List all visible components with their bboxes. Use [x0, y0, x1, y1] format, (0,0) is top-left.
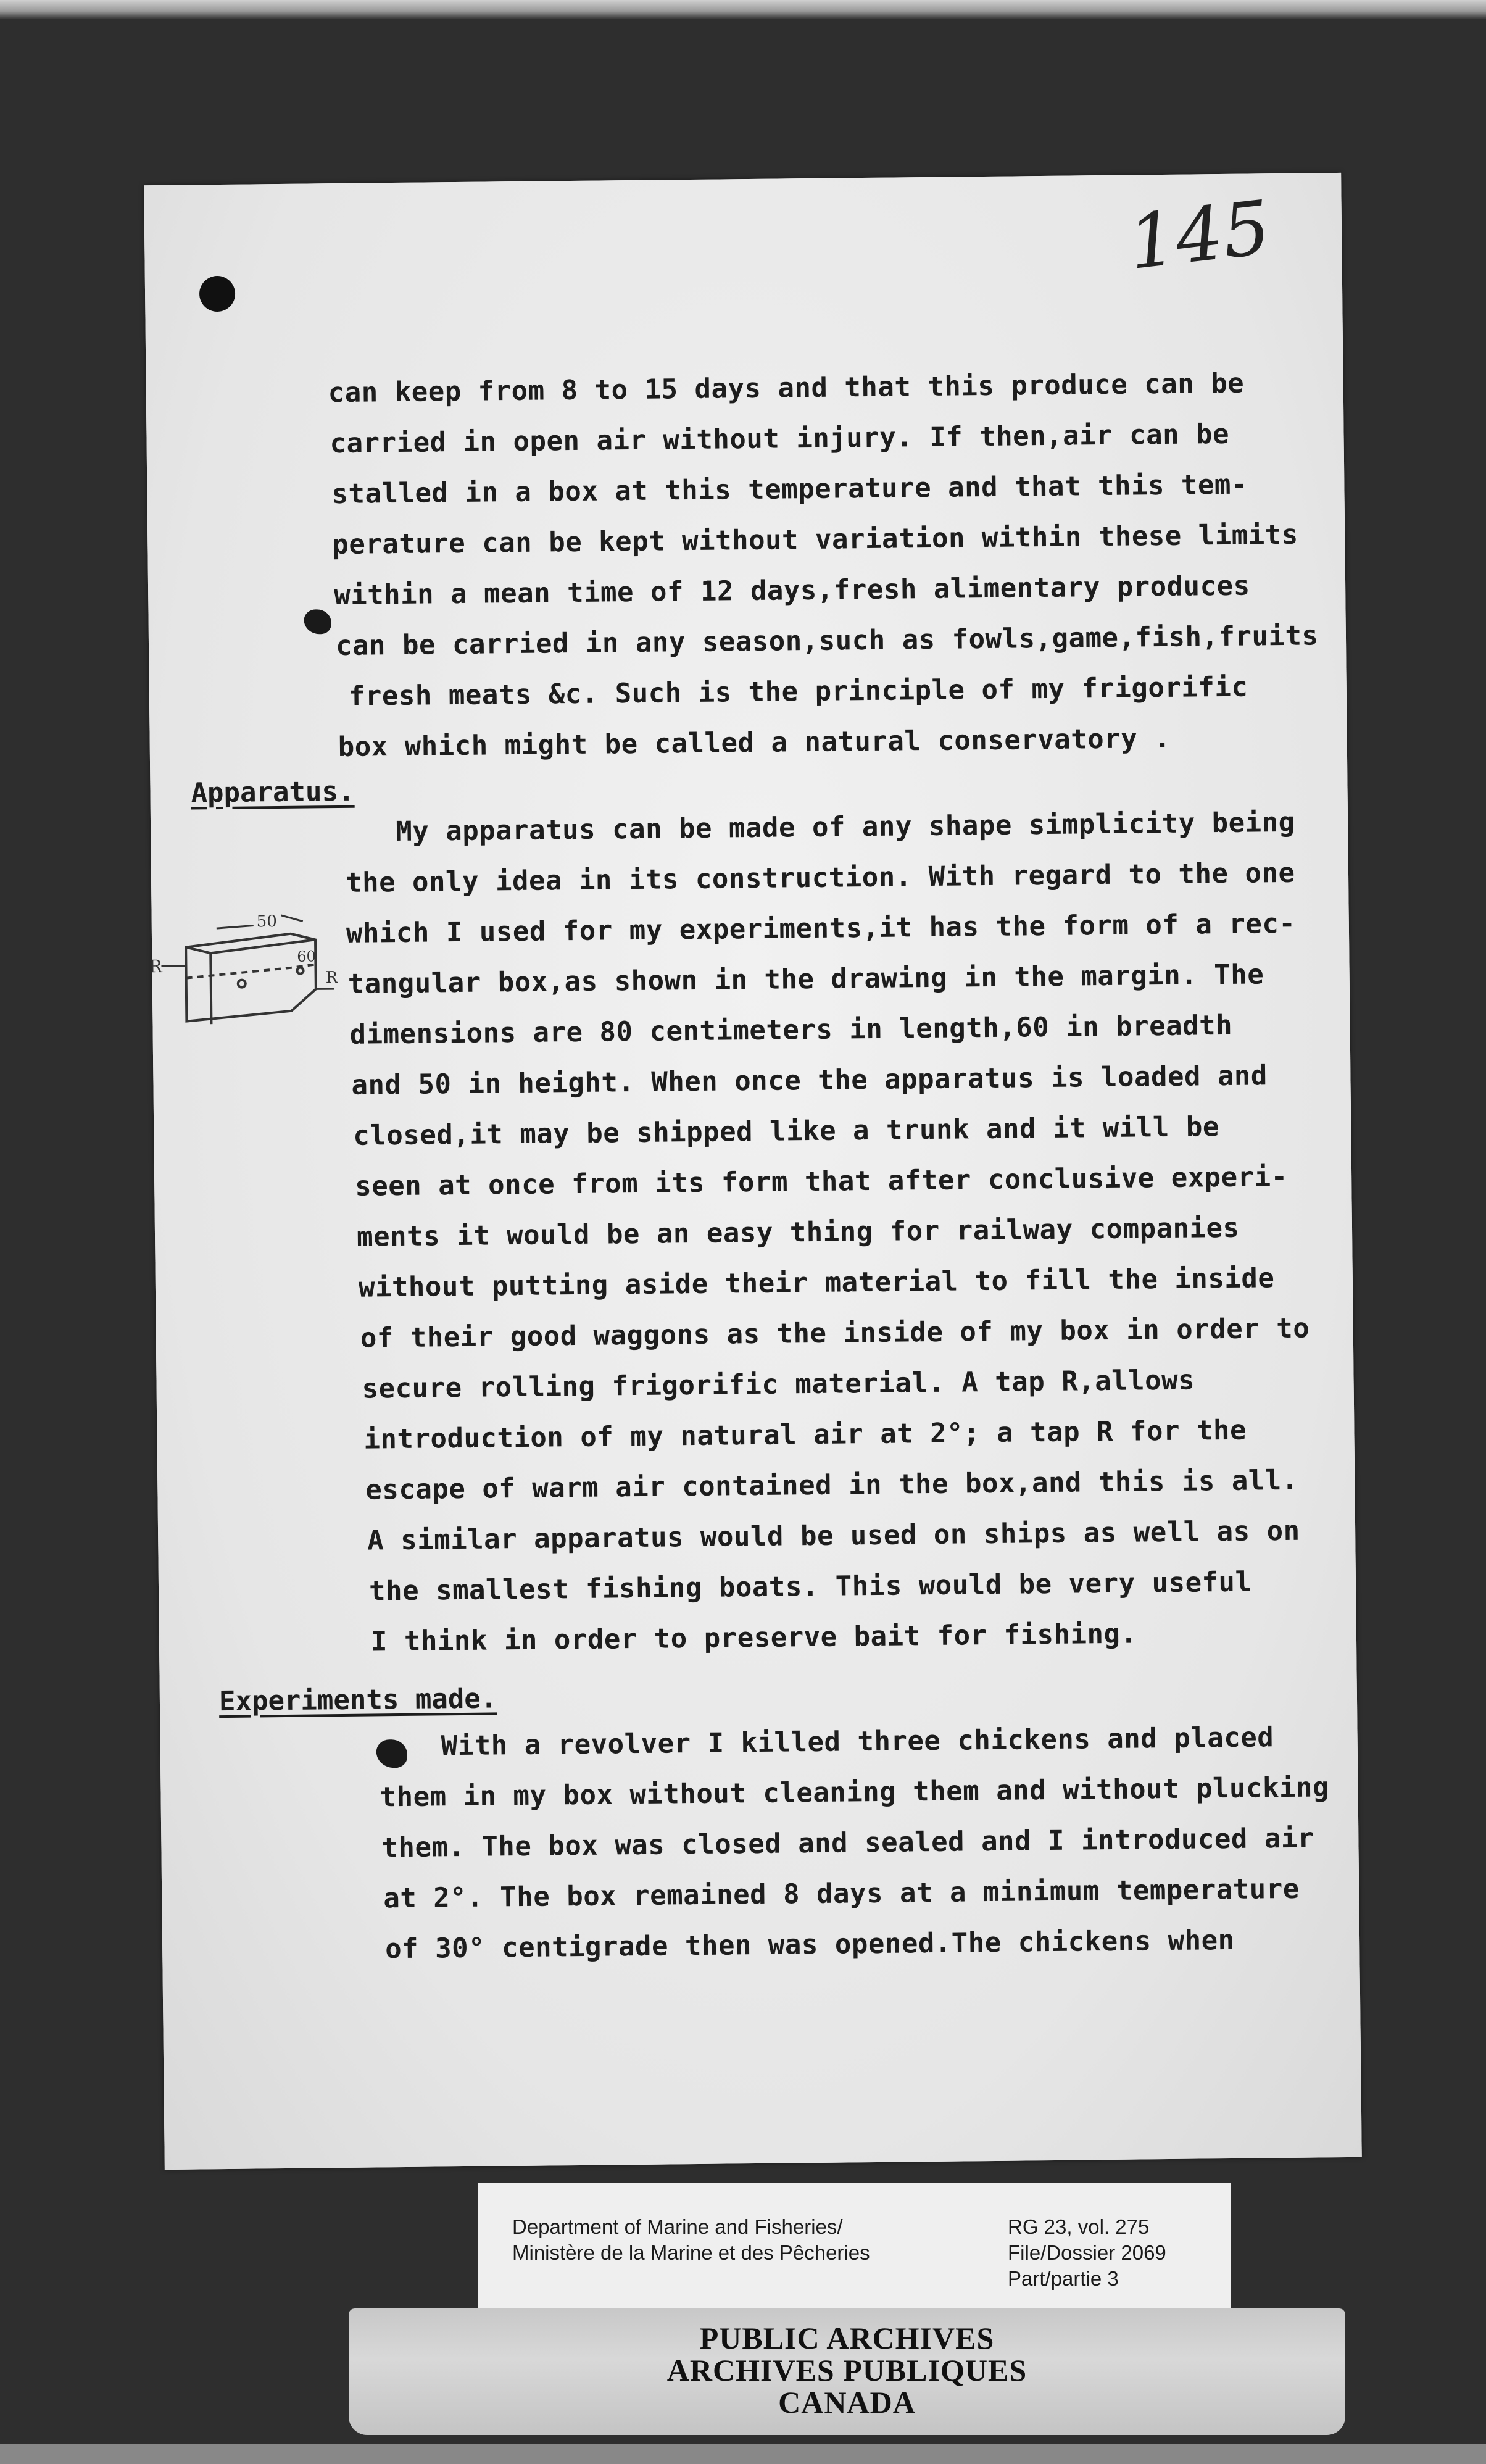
- archive-reference: [1008, 2214, 1166, 2292]
- text-line: My apparatus can be made of any shape simplicity being: [395, 806, 1295, 848]
- box-mark: [297, 968, 304, 974]
- sketch-label-tap-right: R: [325, 968, 338, 988]
- text-line: at 2°. The box remained 8 days at a minimum temperature: [383, 1873, 1300, 1915]
- text-line: A similar apparatus would be used on ships as well as on: [367, 1515, 1300, 1557]
- text-line: closed,it may be shipped like a trunk and it will be: [353, 1111, 1220, 1152]
- text-line: seen at once from its form that after conclusive experi-: [354, 1160, 1288, 1202]
- punch-hole: [199, 276, 236, 312]
- archive-reference-label: [478, 2183, 1231, 2313]
- text-line: With a revolver I killed three chickens and placed: [441, 1721, 1274, 1762]
- text-line: them. The box was closed and sealed and I introduced air: [381, 1822, 1315, 1864]
- section-heading-apparatus: Apparatus.: [191, 775, 355, 809]
- text-line: of their good waggons as the inside of my box in order to: [360, 1312, 1310, 1354]
- text-line: I think in order to preserve bait for fishing.: [370, 1618, 1137, 1658]
- text-line: can keep from 8 to 15 days and that this produce can be: [328, 367, 1245, 409]
- sketch-label-length: 50: [256, 912, 277, 931]
- text-line: box which might be called a natural conservatory .: [338, 722, 1171, 764]
- text-line: the only idea in its construction. With regard to the one: [345, 857, 1295, 899]
- archive-department: [512, 2214, 870, 2266]
- public-archives-stamp: [349, 2308, 1345, 2435]
- dimension-tick: [281, 915, 303, 922]
- text-line: perature can be kept without variation within these limits: [332, 518, 1298, 561]
- text-line: escape of warm air contained in the box,and this is all.: [365, 1464, 1299, 1506]
- text-line: the smallest fishing boats. This would be very useful: [368, 1566, 1252, 1607]
- stamp-line-1: PUBLIC ARCHIVES: [699, 2321, 995, 2355]
- record-group: RG 23, vol. 275: [1008, 2215, 1150, 2238]
- text-line: them in my box without cleaning them and without plucking: [380, 1771, 1330, 1813]
- department-name-en: Department of Marine and Fisheries/: [512, 2215, 843, 2238]
- text-line: stalled in a box at this temperature and that this tem-: [331, 468, 1248, 510]
- text-line: and 50 in height. When once the apparatus is loaded and: [351, 1060, 1268, 1101]
- text-line: can be carried in any season,such as fowls,game,fish,fruits: [335, 620, 1319, 662]
- box-top-edge: [186, 939, 315, 953]
- file-number: File/Dossier 2069: [1008, 2241, 1166, 2264]
- text-line: introduction of my natural air at 2°; a tap R for the: [363, 1414, 1247, 1455]
- text-line: of 30° centigrade then was opened.The chickens when: [384, 1924, 1235, 1965]
- text-line: tangular box,as shown in the drawing in the margin. The: [347, 959, 1264, 1000]
- box-mark: [238, 980, 246, 988]
- text-line: fresh meats &c. Such is the principle of my frigorific: [348, 671, 1248, 712]
- text-line: which I used for my experiments,it has the form of a rec-: [346, 907, 1296, 949]
- box-outline: [186, 933, 316, 1021]
- stamp-line-2: ARCHIVES PUBLIQUES: [666, 2353, 1027, 2387]
- text-line: without putting aside their material to fill the inside: [358, 1262, 1275, 1304]
- text-line: secure rolling frigorific material. A tap R,allows: [362, 1364, 1195, 1405]
- sketch-label-tap-left: R: [149, 956, 162, 977]
- sketch-label-breadth: 60: [297, 947, 317, 965]
- text-line: dimensions are 80 centimeters in length,60 in breadth: [349, 1009, 1233, 1051]
- scanner-bottom-edge: [0, 2444, 1486, 2464]
- part-number: Part/partie 3: [1008, 2267, 1119, 2290]
- box-front-edge: [210, 953, 211, 1024]
- text-line: ments it would be an easy thing for railway companies: [356, 1212, 1240, 1253]
- ink-blot: [376, 1739, 407, 1768]
- stamp-line-3: CANADA: [778, 2385, 916, 2420]
- ink-blot: [304, 609, 331, 634]
- folio-number: 145: [1124, 185, 1275, 287]
- dimension-line: [217, 925, 254, 928]
- text-line: within a mean time of 12 days,fresh alimentary produces: [333, 570, 1250, 612]
- department-name-fr: Ministère de la Marine et des Pêcheries: [512, 2241, 870, 2264]
- document-page: [144, 173, 1362, 2170]
- box-sketch-figure: [148, 902, 341, 1065]
- section-heading-experiments: Experiments made.: [218, 1683, 497, 1718]
- text-line: carried in open air without injury. If then,air can be: [330, 418, 1230, 460]
- scanner-top-edge: [0, 0, 1486, 19]
